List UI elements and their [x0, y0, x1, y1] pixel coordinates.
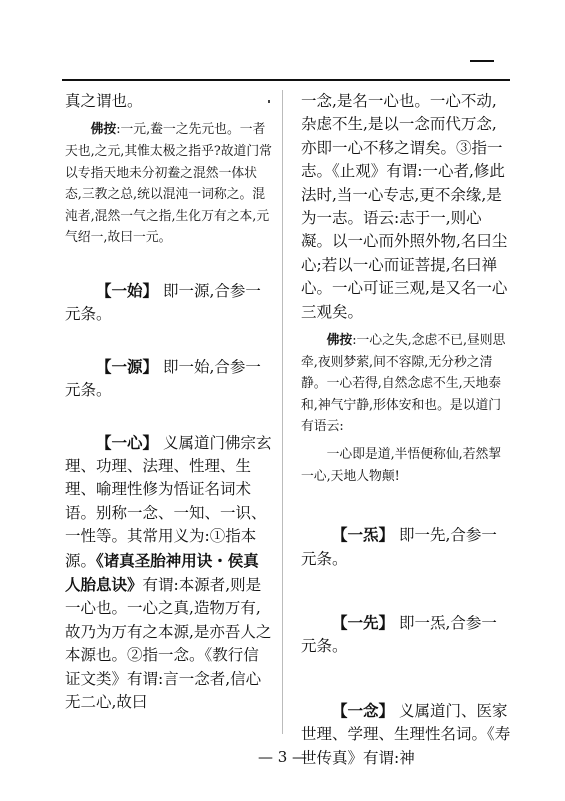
body-text: 即一源,合参一元条。 [65, 281, 261, 324]
emphasis-text: 【一先】 [332, 613, 395, 633]
emphasis-text: 【一炁】 [332, 525, 395, 545]
right-paragraph: 一念,是名一心也。一心不动,杂虑不生,是以一念而代万念,亦即一心不移之谓矣。③指一志。《止观》有谓:一心者,修此法时,当一心专志,更不余缘,是为一志。语云:志于一,则心凝。以一心而外照外物,名曰尘心;若以一心而证菩提,名曰禅心。一心可证三观,是又名一心三观矣。 [301, 92, 508, 321]
column-divider [282, 90, 283, 734]
body-text: :一心之失,念虑不已,昼则思牵,夜则梦萦,间不容隙,无分秒之清静。一心若得,自然念虑不生,天地泰和,神气宁静,形体安和也。是以道门有语云: [301, 333, 506, 435]
left-paragraph [65, 119, 273, 249]
body-text: 即一炁,合参一元条。 [301, 614, 497, 656]
emphasis-text: 【一始】 [96, 280, 159, 300]
emphasis-text: 【一源】 [96, 356, 159, 376]
left-column [65, 90, 273, 714]
left-paragraph [65, 431, 273, 715]
right-paragraph: 一心即是道,半悟便称仙,若然挈一心,天地人物颠! [301, 447, 502, 484]
right-paragraph [301, 330, 511, 438]
body-text: 即一先,合参一元条。 [301, 526, 497, 568]
body-text: 义属道门佛宗玄理、功理、法理、性理、生理、喻理性修为悟证名词术语。别称一念、一知、一识、一性等。其常用义为:①指本源。 [65, 433, 272, 570]
right-paragraph [301, 523, 511, 571]
page-number: — 3 — [257, 748, 308, 766]
header-dash [470, 60, 494, 62]
header-rule [62, 79, 510, 81]
left-paragraph [65, 279, 273, 327]
left-paragraph [65, 355, 273, 403]
right-paragraph [301, 611, 511, 659]
emphasis-text: 《诸真圣胎神用诀・侯真人胎息诀》 [65, 550, 259, 595]
right-column [301, 90, 511, 770]
emphasis-text: 佛按 [90, 122, 117, 138]
left-paragraph: 真之谓也。 [65, 92, 143, 110]
body-text: 即一始,合参一元条。 [65, 357, 261, 400]
body-text: 义属道门、医家世理、学理、生理性名词。《寿世传真》有谓:神 [301, 701, 511, 767]
emphasis-text: 【一念】 [332, 700, 395, 720]
emphasis-text: 【一心】 [96, 432, 159, 452]
emphasis-text: 佛按 [326, 333, 353, 349]
body-text: :一元,鲞一之先元也。一者天也,之元,其惟太极之指乎?故道门常以专指天地未分初鲞之混然一体状态,三教之总,统以混沌一词称之。混沌者,混然一气之指,生化万有之本,元气绍一,故曰一元。 [65, 122, 272, 246]
body-text: 有谓:本源者,则是一心也。一心之真,造物万有,故乃为万有之本源,是亦吾人之本源也。②指一念。《教行信证文类》有谓:言一念者,信心无二心,故曰 [65, 576, 272, 712]
